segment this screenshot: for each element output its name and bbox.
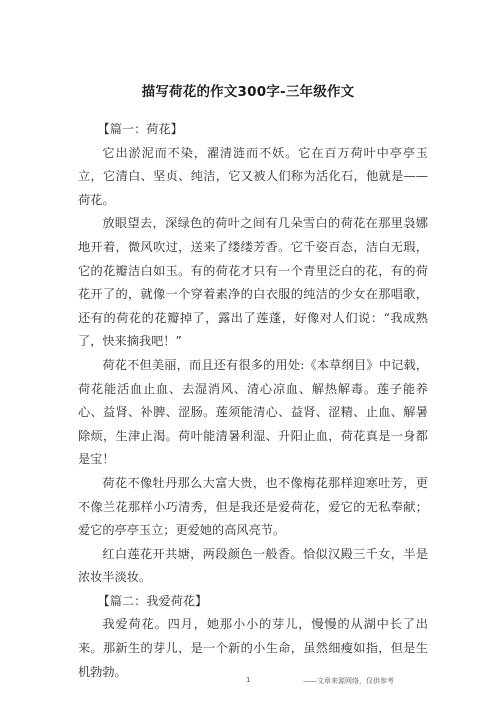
paragraph: 红白莲花开共塘，两段颜色一般香。恰似汉殿三千女，半是浓妆半淡妆。: [78, 546, 428, 585]
page-number: 1: [246, 676, 251, 684]
paragraph: 我爱荷花。四月，她那小小的芽儿，慢慢的从湖中长了出来。那新生的芽儿，是一个新的小生命，虽然细瘦如指，但是生机勃勃。: [78, 617, 428, 679]
footer-note: ——文章来源网络，仅供参考: [303, 677, 394, 685]
section-heading-1: 【篇一：荷花】: [97, 122, 183, 136]
document-body: [78, 118, 428, 684]
paragraph: 荷花不像牡丹那么大富大贵，也不像梅花那样迎寒吐芳，更不像兰花那样小巧清秀，但是我还是爱荷花，爱它的无私奉献；爱它的亭亭玉立；更爱她的高风亮节。: [78, 475, 428, 538]
section-heading-2: 【篇二：我爱荷花】: [97, 593, 208, 608]
paragraph: 荷花不但美丽，而且还有很多的用处:《本草纲目》中记载，荷花能活血止血、去湿消风、清心凉血、解热解毒。莲子能养心、益肾、补脾、涩肠。莲须能清心、益肾、涩精、止血、解暑除烦，生津止渴。荷叶能清暑利湿、升阳止血，荷花真是一身都是宝！: [78, 357, 428, 467]
paragraph: 它出淤泥而不染，濯清涟而不妖。它在百万荷叶中亭亭玉立，它清白、坚贞、纯洁，它又被人们称为活化石，他就是——荷花。: [78, 145, 428, 207]
paragraph: 放眼望去，深绿色的荷叶之间有几朵雪白的荷花在那里袅娜地开着，微风吹过，送来了缕缕芳香。它千姿百态，洁白无瑕，它的花瓣洁白如玉。有的荷花才只有一个青里泛白的花，有的荷花开了的，就像一个穿着素净的白衣服的纯洁的少女在那唱歌，还有的荷花的花瓣掉了，露出了莲蓬，好像对人们说：“我成熟了，快来摘我吧！”: [78, 216, 428, 349]
page-title: 描写荷花的作文300字-三年级作文: [141, 84, 355, 100]
